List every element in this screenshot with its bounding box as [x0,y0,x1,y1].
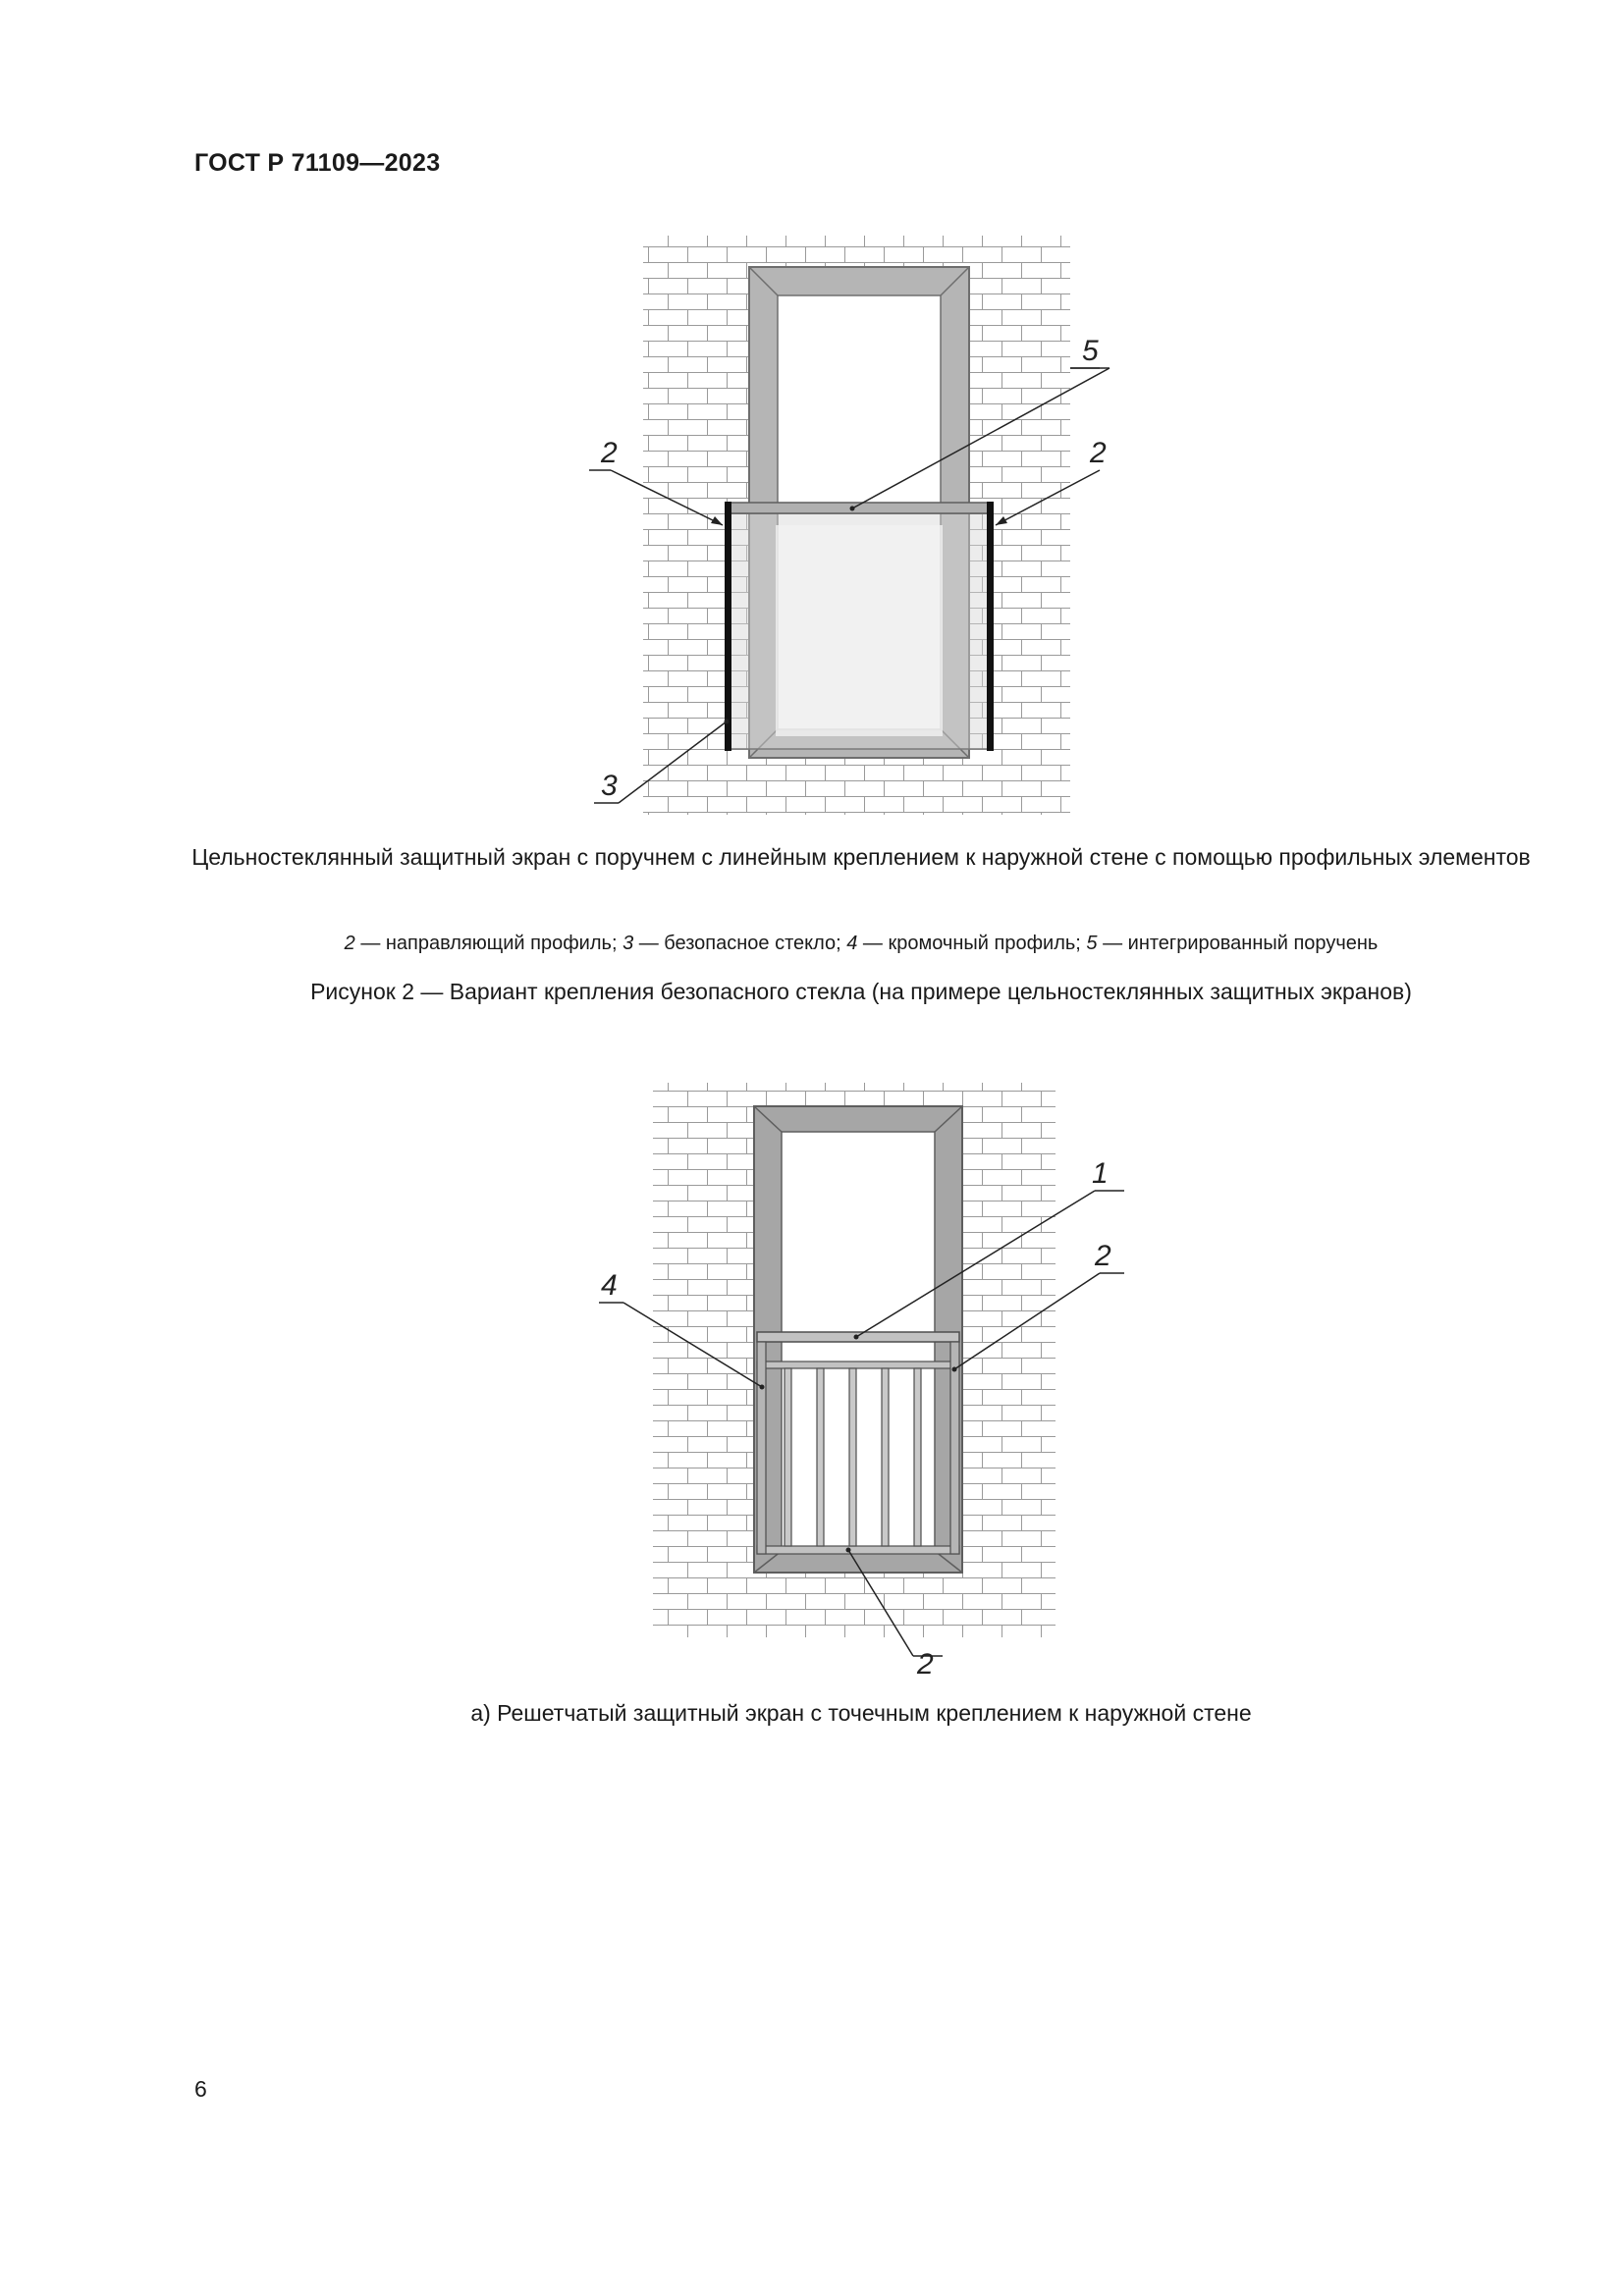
callout-2-right: 2 [1090,437,1107,469]
legend-num-4: 4 [846,933,858,954]
lattice-screen-drawing [589,1075,1111,1683]
callout-1: 1 [1092,1157,1109,1190]
guide-profile-right [987,502,994,751]
figure2-legend [147,933,1575,955]
glass-screen-drawing [589,231,1107,820]
legend-num-3: 3 [623,933,634,954]
legend-num-2: 2 [344,933,355,954]
callout-3: 3 [601,770,618,802]
guide-profile-left [725,502,731,751]
legend-text-2: — направляющий профиль; [354,933,623,954]
figure2-caption: Рисунок 2 — Вариант крепления безопасного стекла (на примере цельностеклянных защитных экранов) [310,979,1412,1004]
figure-a-subcaption: а) Решетчатый защитный экран с точечным креплением к наружной стене [470,1700,1252,1726]
callout-2-bottom: 2 [917,1648,934,1681]
edge-post-left [757,1342,766,1554]
callout-5: 5 [1082,335,1099,367]
callout-2-right: 2 [1095,1240,1111,1272]
legend-text-4: — кромочный профиль; [857,933,1087,954]
legend-num-5: 5 [1086,933,1098,954]
figure2-subcaption: Цельностеклянный защитный экран с поручнем с линейным креплением к наружной стене с помощью профильных элементов [191,844,1531,870]
document-header: ГОСТ Р 71109—2023 [194,149,441,177]
page-number: 6 [194,2076,207,2102]
callout-2-left: 2 [601,437,618,469]
edge-post-right [950,1342,959,1554]
legend-text-3: — безопасное стекло; [633,933,847,954]
legend-text-5: — интегрированный поручень [1097,933,1379,954]
callout-4: 4 [601,1269,618,1302]
top-bar [757,1362,959,1368]
bottom-bar [757,1546,959,1554]
